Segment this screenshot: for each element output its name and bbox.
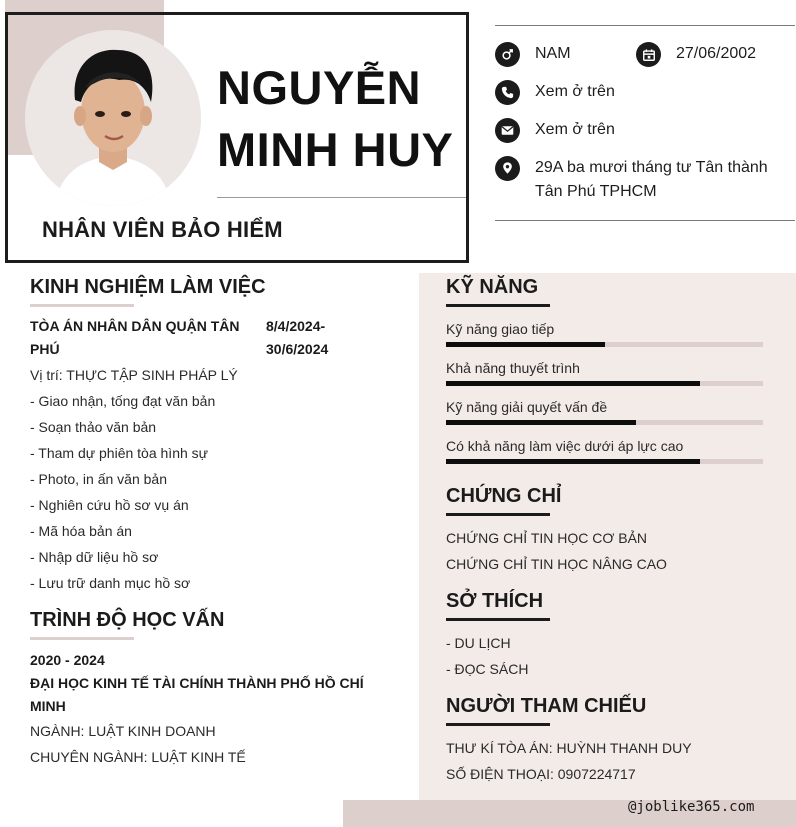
job-title: NHÂN VIÊN BẢO HIỂM	[42, 217, 283, 242]
skill-bar	[446, 381, 763, 386]
skill-bar	[446, 342, 763, 347]
skills-underline	[446, 304, 550, 307]
certificates-title: CHỨNG CHỈ	[446, 485, 562, 507]
name-line-2: MINH HUY	[217, 123, 454, 176]
gender-icon	[495, 42, 520, 67]
contact-birthday	[636, 42, 756, 67]
date-line-2: 30/6/2024	[266, 341, 329, 357]
full-name	[217, 57, 462, 181]
skill-bar-fill	[446, 459, 700, 464]
envelope-icon	[495, 118, 520, 143]
task-item: - Lưu trữ danh mục hồ sơ	[30, 575, 191, 591]
calendar-icon	[636, 42, 661, 67]
email-text: Xem ở trên	[535, 121, 615, 138]
name-line-1: NGUYỄN	[217, 61, 422, 114]
education-major: NGÀNH: LUẬT KINH DOANH	[30, 723, 216, 739]
hobbies-title: SỞ THÍCH	[446, 590, 544, 612]
skill-label: Khả năng thuyết trình	[446, 360, 580, 376]
skill-label: Kỹ năng giao tiếp	[446, 321, 555, 337]
task-item: - Giao nhận, tống đạt văn bản	[30, 393, 216, 409]
skill-label: Kỹ năng giải quyết vấn đề	[446, 399, 608, 415]
experience-title: KINH NGHIỆM LÀM VIỆC	[30, 276, 266, 298]
school-name	[30, 672, 370, 718]
skills-title: KỸ NĂNG	[446, 276, 539, 298]
task-item: - Nghiên cứu hồ sơ vụ án	[30, 497, 189, 513]
location-pin-icon	[495, 156, 520, 181]
contact-phone	[495, 80, 615, 105]
hobby-item: - DU LỊCH	[446, 635, 511, 651]
company-line-2: PHÚ	[30, 341, 60, 357]
task-item: - Mã hóa bản án	[30, 523, 132, 539]
task-item: - Nhập dữ liệu hồ sơ	[30, 549, 159, 565]
skill-bar	[446, 420, 763, 425]
contact-divider-bottom	[495, 220, 795, 221]
reference-item: SỐ ĐIỆN THOẠI: 0907224717	[446, 766, 636, 782]
reference-item: THƯ KÍ TÒA ÁN: HUỲNH THANH DUY	[446, 740, 692, 756]
task-item: - Photo, in ấn văn bản	[30, 471, 167, 487]
references-title: NGƯỜI THAM CHIẾU	[446, 695, 647, 717]
date-line-1: 8/4/2024-	[266, 318, 326, 334]
website-link[interactable]: @joblike365.com	[628, 799, 755, 815]
education-title: TRÌNH ĐỘ HỌC VẤN	[30, 609, 225, 631]
contact-divider-top	[495, 25, 795, 26]
contact-email	[495, 118, 615, 143]
task-item: - Soạn thảo văn bản	[30, 419, 157, 435]
company-line-1: TÒA ÁN NHÂN DÂN QUẬN TÂN	[30, 318, 240, 334]
phone-text: Xem ở trên	[535, 83, 615, 100]
certificate-item: CHỨNG CHỈ TIN HỌC NÂNG CAO	[446, 556, 667, 572]
birthday-text: 27/06/2002	[676, 45, 757, 62]
experience-underline	[30, 304, 134, 307]
gender-text: NAM	[535, 45, 571, 62]
school-line-2: MINH	[30, 698, 66, 714]
skill-bar-fill	[446, 381, 700, 386]
skill-bar-fill	[446, 342, 605, 347]
experience-dates	[266, 315, 328, 361]
name-divider	[217, 197, 466, 198]
skill-bar	[446, 459, 763, 464]
skill-bar-fill	[446, 420, 636, 425]
education-years: 2020 - 2024	[30, 652, 105, 668]
address-line-1: 29A ba mươi tháng tư Tân thành	[535, 159, 768, 176]
education-underline	[30, 637, 134, 640]
school-line-1: ĐẠI HỌC KINH TẾ TÀI CHÍNH THÀNH PHỐ HỒ CHÍ	[30, 675, 364, 691]
address-line-2: Tân Phú TPHCM	[535, 183, 657, 200]
certificate-item: CHỨNG CHỈ TIN HỌC CƠ BẢN	[446, 530, 648, 546]
hobby-item: - ĐỌC SÁCH	[446, 661, 529, 677]
education-specialization: CHUYÊN NGÀNH: LUẬT KINH TẾ	[30, 749, 246, 765]
contact-gender	[495, 42, 571, 67]
experience-position: Vị trí: THỰC TẬP SINH PHÁP LÝ	[30, 367, 238, 383]
phone-icon	[495, 80, 520, 105]
skill-label: Có khả năng làm việc dưới áp lực cao	[446, 438, 684, 454]
certificates-underline	[446, 513, 550, 516]
company-name	[30, 315, 239, 361]
profile-photo	[25, 30, 201, 206]
task-item: - Tham dự phiên tòa hình sự	[30, 445, 209, 461]
address-text	[535, 156, 768, 204]
references-underline	[446, 723, 550, 726]
hobbies-underline	[446, 618, 550, 621]
contact-address	[495, 156, 768, 204]
